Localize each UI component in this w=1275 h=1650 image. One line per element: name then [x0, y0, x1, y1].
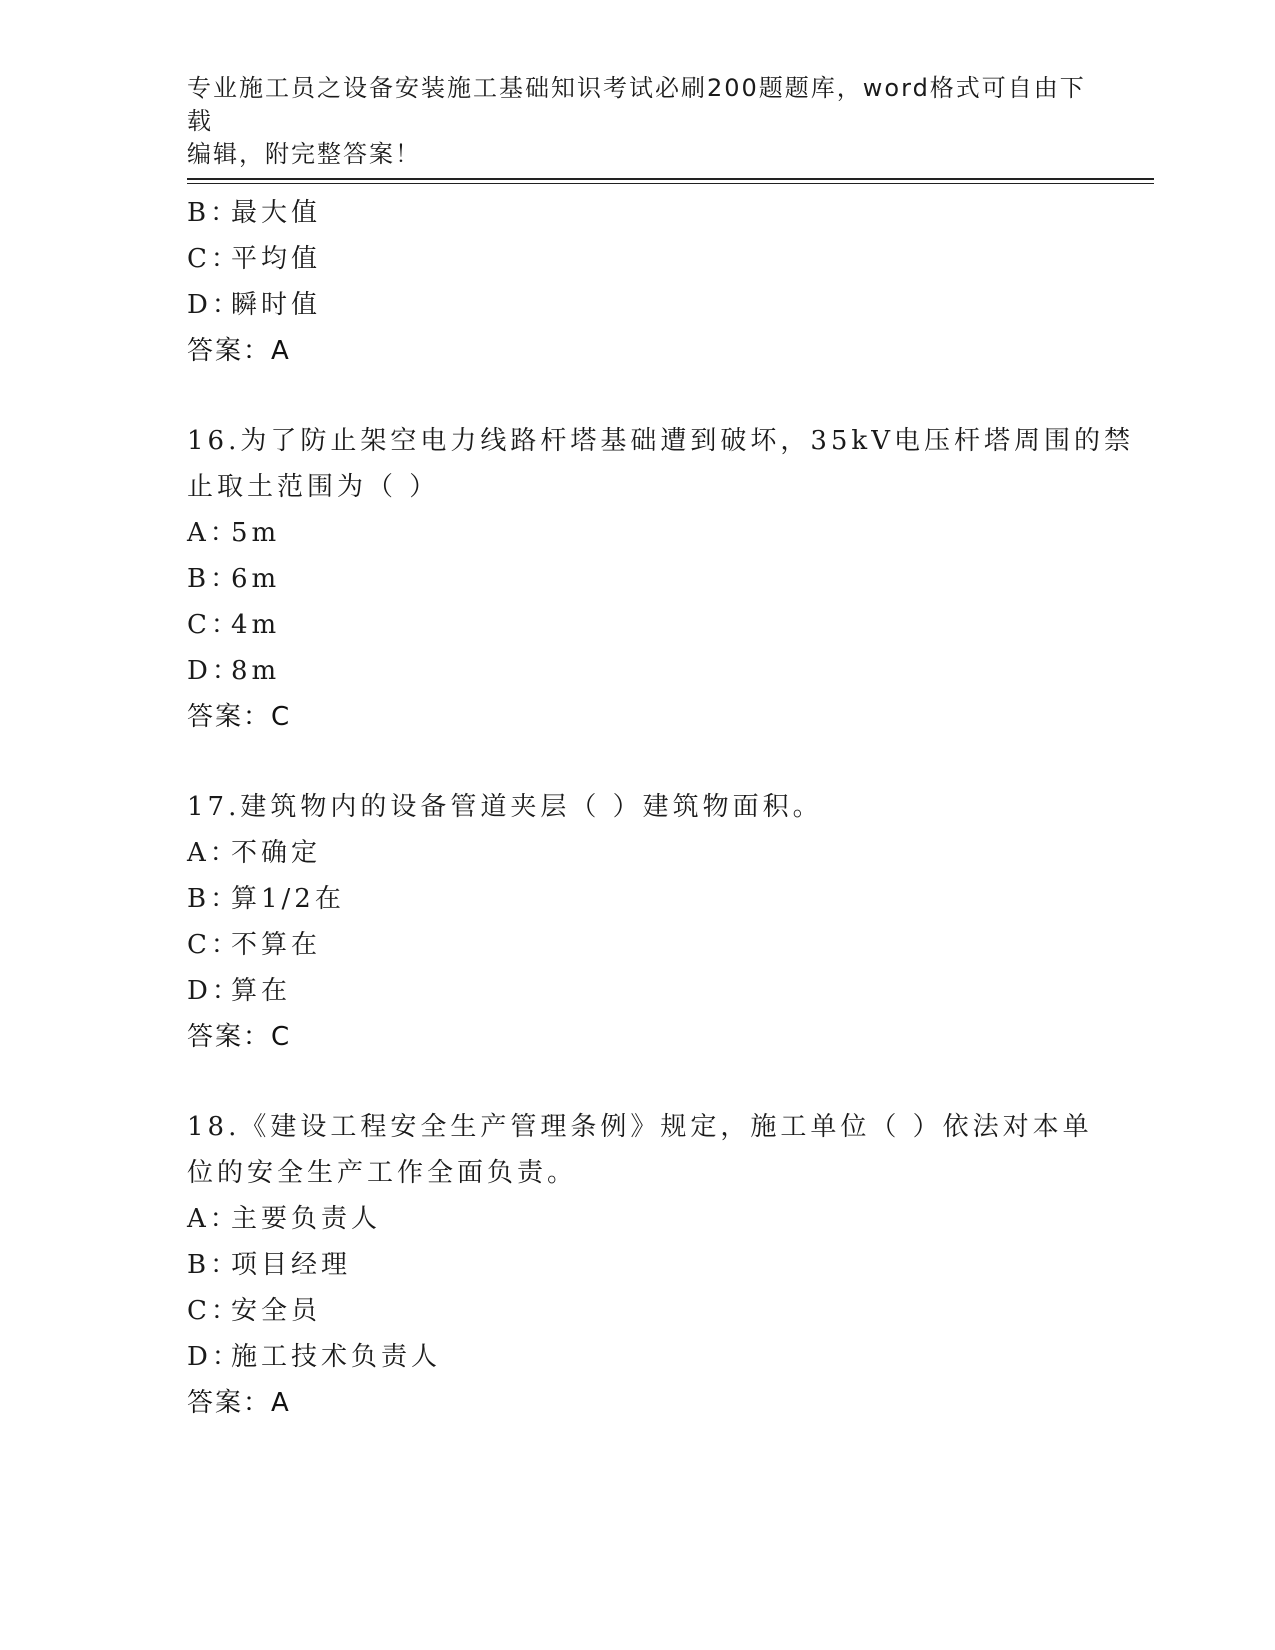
option-key: B：	[187, 564, 241, 594]
option-text: 施工技术负责人	[231, 1342, 442, 1372]
answer-line: 答案：A	[187, 336, 291, 366]
question-list	[187, 190, 1134, 1426]
question-block-16	[187, 418, 1134, 740]
option-text: 平均值	[231, 244, 322, 274]
question-stem: 17.建筑物内的设备管道夹层（ ）建筑物面积。	[187, 792, 823, 822]
option-key: D：	[187, 1342, 242, 1372]
option-key: B：	[187, 198, 241, 228]
option-text: 项目经理	[231, 1250, 352, 1280]
option-text: 安全员	[231, 1296, 322, 1326]
option-d	[187, 282, 1087, 328]
option-d	[187, 968, 1087, 1014]
header-title-line-1: 专业施工员之设备安装施工基础知识考试必刷200题题库，word格式可自由下载	[187, 74, 1086, 135]
header-divider	[187, 178, 1154, 180]
option-b	[187, 190, 1087, 236]
option-text: 瞬时值	[231, 290, 322, 320]
option-c	[187, 922, 1087, 968]
answer-line: 答案：C	[187, 1022, 292, 1052]
header-title-line-2: 编辑，附完整答案！	[187, 140, 421, 168]
option-key: C：	[187, 1296, 241, 1326]
question-stem: 位的安全生产工作全面负责。	[187, 1158, 578, 1188]
question-block-prev	[187, 190, 1087, 374]
option-key: B：	[187, 1250, 241, 1280]
header-divider-thin	[187, 183, 1154, 184]
option-b	[187, 556, 1087, 602]
question-stem: 16.为了防止架空电力线路杆塔基础遭到破坏，35kV电压杆塔周围的禁	[187, 426, 1134, 456]
option-key: D：	[187, 290, 242, 320]
option-key: D：	[187, 976, 242, 1006]
option-key: A：	[187, 518, 240, 548]
option-key: C：	[187, 610, 241, 640]
option-text: 主要负责人	[231, 1204, 382, 1234]
option-b	[187, 876, 1087, 922]
option-key: B：	[187, 884, 241, 914]
option-c	[187, 1288, 1087, 1334]
option-a	[187, 830, 1087, 876]
document-header	[187, 72, 1087, 171]
option-text: 4m	[231, 610, 281, 640]
option-key: C：	[187, 930, 241, 960]
option-a	[187, 510, 1087, 556]
question-stem: 18.《建设工程安全生产管理条例》规定，施工单位（ ）依法对本单	[187, 1112, 1093, 1142]
option-c	[187, 602, 1087, 648]
option-text: 不确定	[231, 838, 322, 868]
question-block-17	[187, 784, 1087, 1060]
option-text: 算在	[231, 976, 292, 1006]
option-text: 8m	[231, 656, 281, 686]
option-text: 6m	[231, 564, 281, 594]
question-block-18	[187, 1104, 1093, 1426]
option-b	[187, 1242, 1087, 1288]
option-key: A：	[187, 838, 240, 868]
answer-line: 答案：C	[187, 702, 292, 732]
option-key: A：	[187, 1204, 240, 1234]
option-d	[187, 648, 1087, 694]
option-d	[187, 1334, 1087, 1380]
option-key: D：	[187, 656, 242, 686]
question-stem: 止取土范围为（ ）	[187, 472, 440, 502]
option-c	[187, 236, 1087, 282]
option-text: 算1/2在	[231, 884, 345, 914]
option-key: C：	[187, 244, 241, 274]
option-a	[187, 1196, 1087, 1242]
answer-line: 答案：A	[187, 1388, 291, 1418]
option-text: 不算在	[231, 930, 322, 960]
option-text: 最大值	[231, 198, 322, 228]
option-text: 5m	[231, 518, 281, 548]
